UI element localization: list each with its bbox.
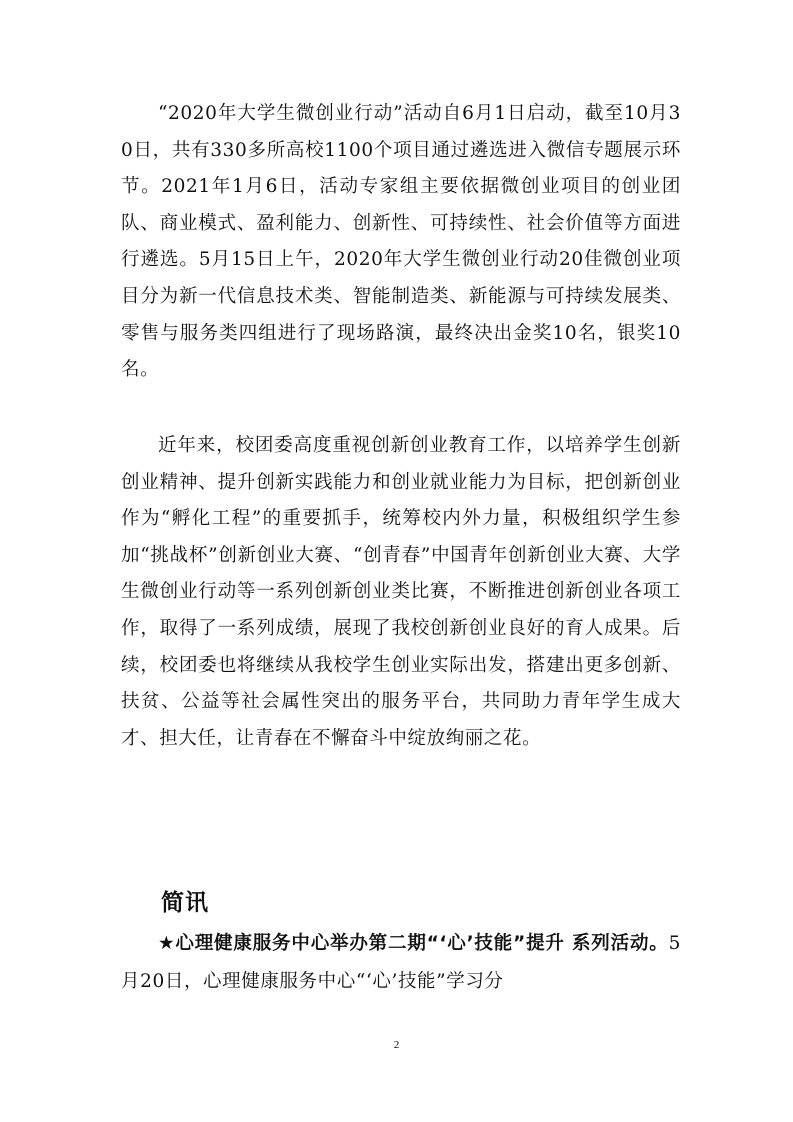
section-heading-brief: 简讯 — [161, 889, 209, 916]
paragraph-text: 近年来，校团委高度重视创新创业教育工作，以培养学生创新创业精神、提升创新实践能力和创业就业能力为目标，把创新创业作为“孵化工程”的重要抓手，统筹校内外力量，积极组织学生参加“挑战杯”创新创业大赛、“创青春”中国青年创新创业大赛、大学生微创业行动等一系列创新创业类比赛，不断推进创新创业各项工作，取得了一系列成绩，展现了我校创新创业良好的育人成果。后续，校团委也将继续从我校学生创业实际出发，搭建出更多创新、扶贫、公益等社会属性突出的服务平台，共同助力青年学生成大才、担大任，让青春在不懈奋斗中绽放绚丽之花。 — [121, 435, 681, 749]
brief-news-title: ★心理健康服务中心举办第二期“‘心’技能”提升 系列活动。 — [158, 933, 669, 954]
article-paragraph-1 — [121, 96, 681, 389]
brief-news-item — [121, 925, 681, 1001]
page-number: 2 — [393, 1039, 400, 1051]
article-paragraph-2 — [121, 428, 681, 757]
brief-news-text: 5月20日，心理健康服务中心“‘心’技能”学习分 — [121, 933, 681, 992]
paragraph-text: “2020年大学生微创业行动”活动自6月1日启动，截至10月30日，共有330多所高校1100个项目通过遴选进入微信专题展示环节。2021年1月6日，活动专家组主要依据微创业项目的创业团队、商业模式、盈利能力、创新性、可持续性、社会价值等方面进行遴选。5月15日上午，2020年大学生微创业行动20佳微创业项目分为新一代信息技术类、智能制造类、新能源与可持续发展类、零售与服务类四组进行了现场路演，最终决出金奖10名，银奖10名。 — [121, 103, 681, 381]
